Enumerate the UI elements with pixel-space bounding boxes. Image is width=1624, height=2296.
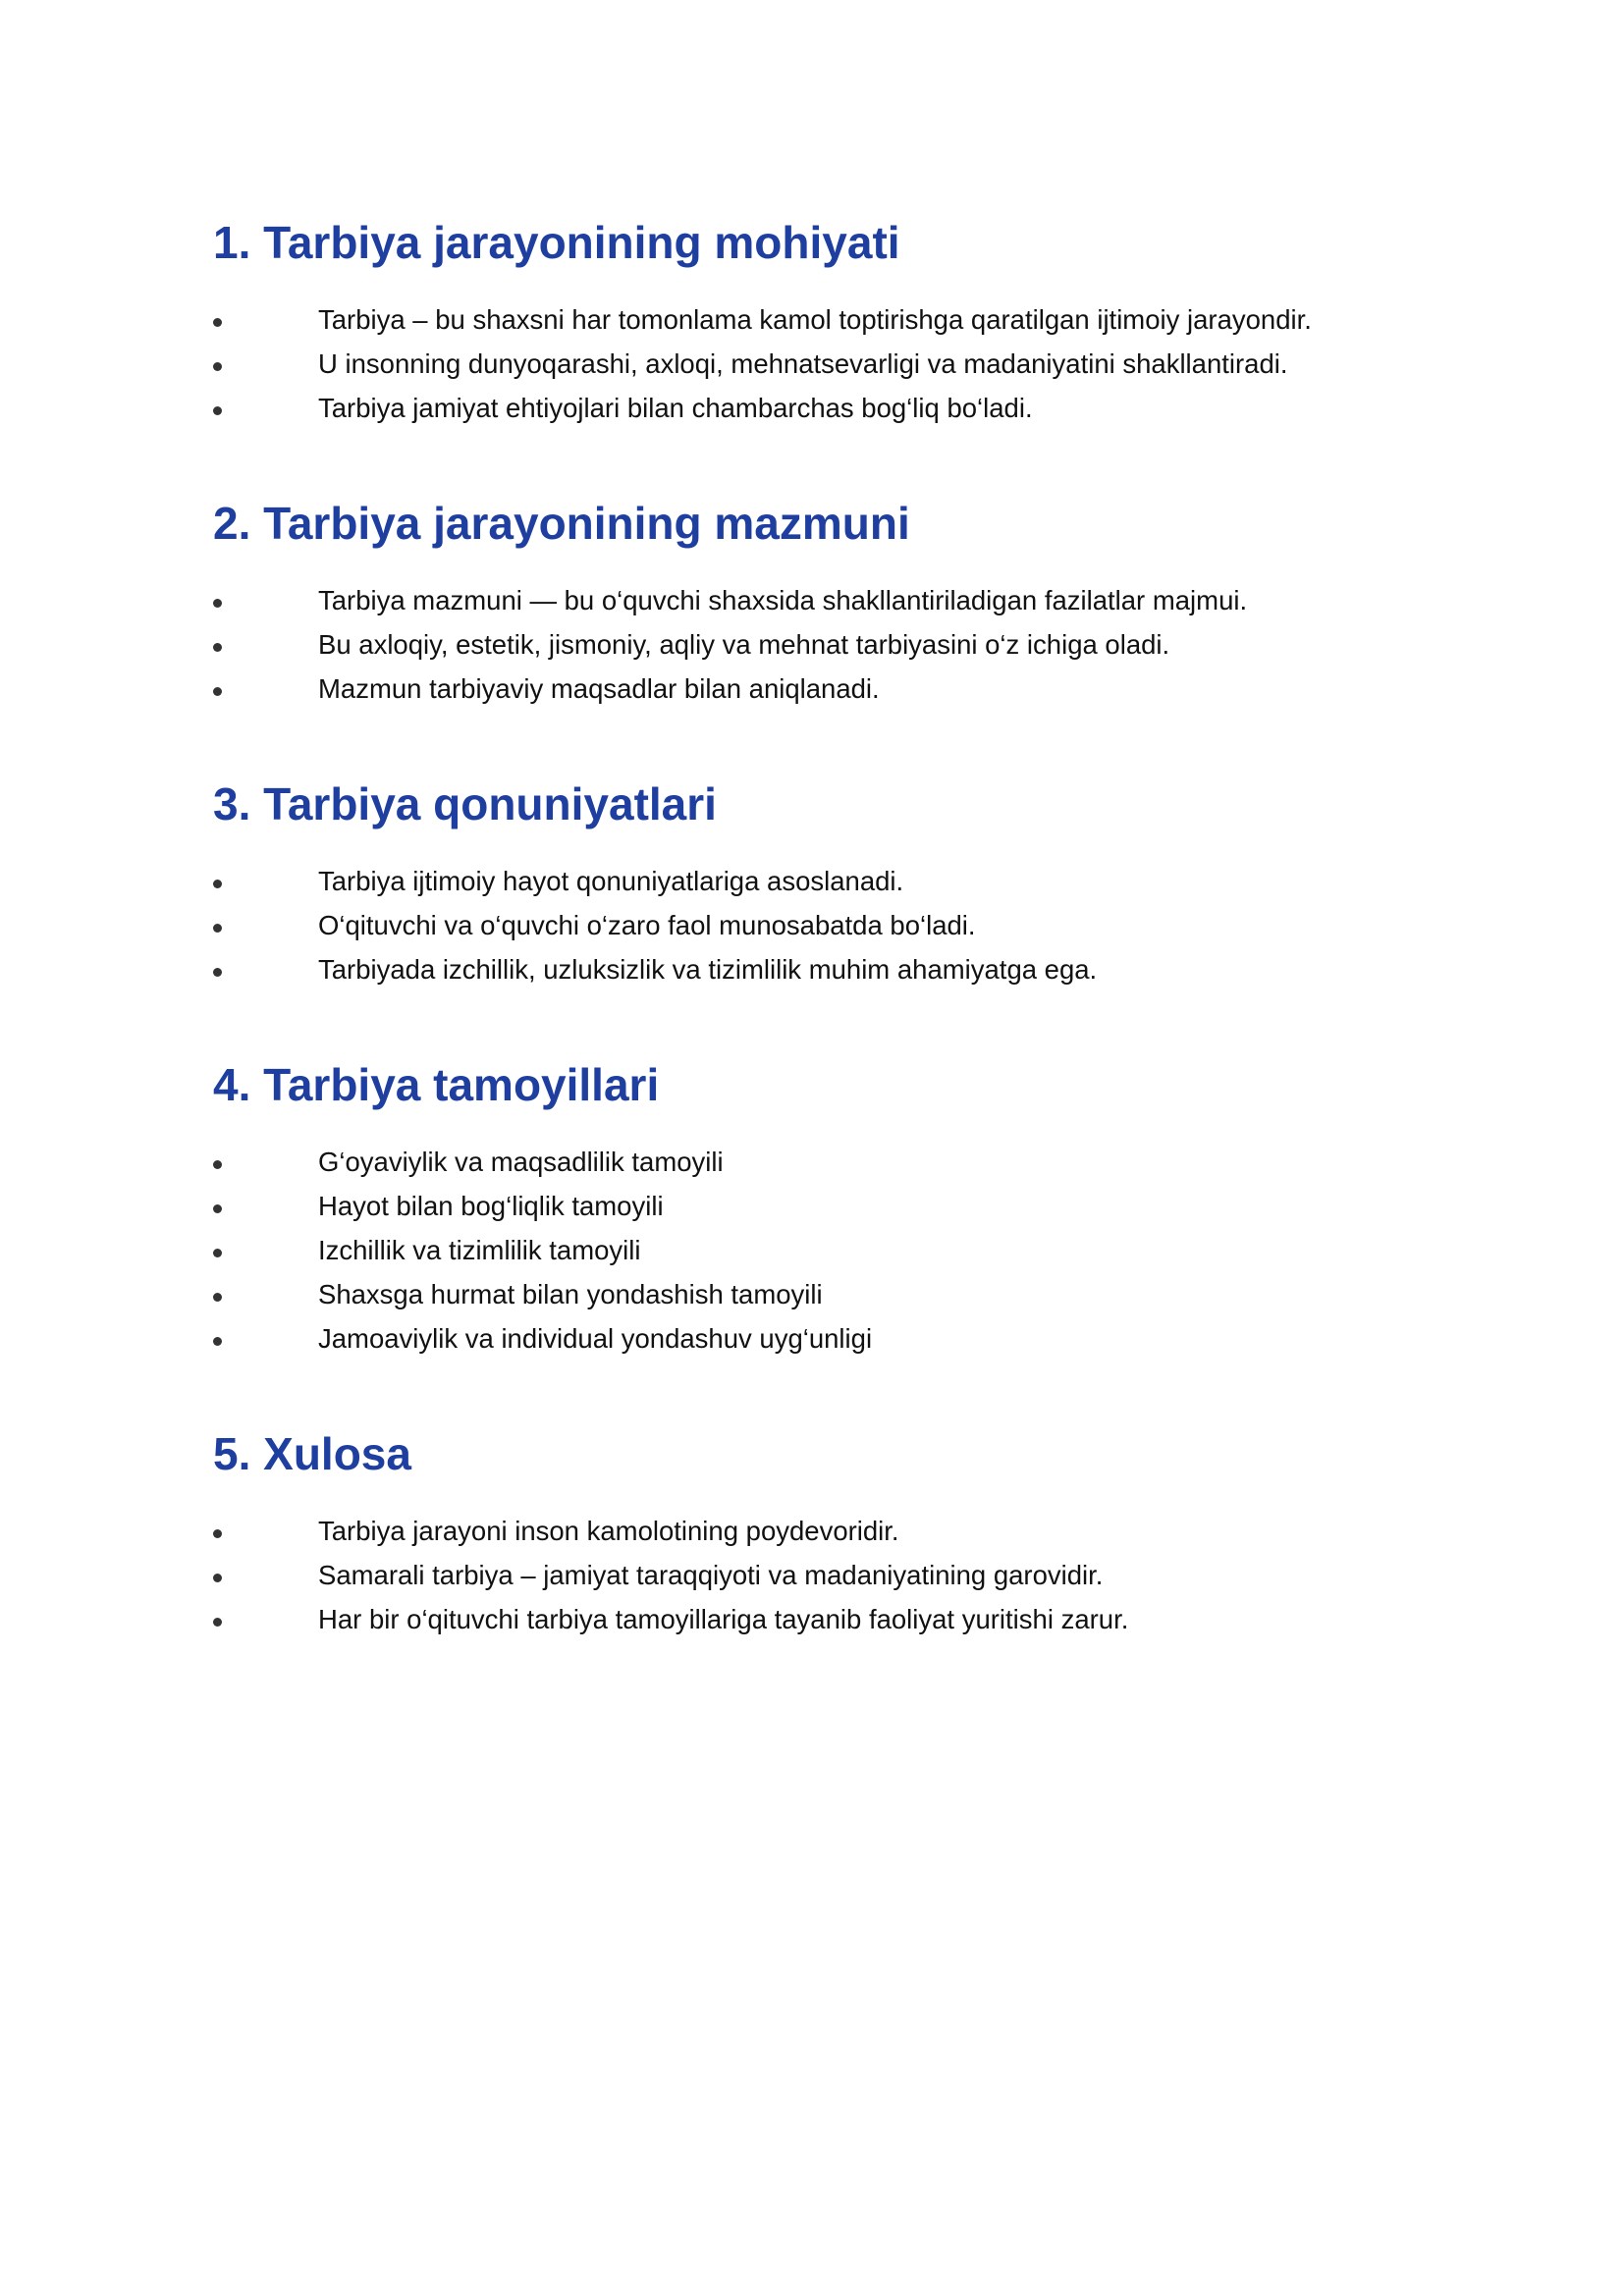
bullet-icon xyxy=(213,1618,222,1627)
section-heading: 1. Tarbiya jarayonining mohiyati xyxy=(213,217,900,268)
list-item xyxy=(213,1140,1440,1184)
list-item-text: Bu axloqiy, estetik, jismoniy, aqliy va mehnat tarbiyasini o‘z ichiga oladi. xyxy=(318,629,1170,660)
list-item xyxy=(213,1228,1440,1272)
list-item xyxy=(213,342,1440,386)
list-item xyxy=(213,667,1440,711)
section-xulosa xyxy=(213,1426,1440,1641)
list-item-text: Tarbiyada izchillik, uzluksizlik va tizimlilik muhim ahamiyatga ega. xyxy=(318,954,1098,985)
list-item-text: Tarbiya – bu shaxsni har tomonlama kamol toptirishga qaratilgan ijtimoiy jarayondir. xyxy=(318,304,1312,335)
list-item-text: Mazmun tarbiyaviy maqsadlar bilan aniqlanadi. xyxy=(318,673,880,704)
bullet-icon xyxy=(213,599,222,608)
bullet-icon xyxy=(213,1204,222,1213)
bullet-icon xyxy=(213,968,222,977)
list-item xyxy=(213,1184,1440,1228)
list-item-text: Tarbiya ijtimoiy hayot qonuniyatlariga asoslanadi. xyxy=(318,866,904,896)
list-item-text: Izchillik va tizimlilik tamoyili xyxy=(318,1235,641,1265)
bullet-icon xyxy=(213,880,222,888)
section-heading: 5. Xulosa xyxy=(213,1428,411,1479)
bullet-icon xyxy=(213,406,222,415)
bullet-icon xyxy=(213,1249,222,1257)
list-item xyxy=(213,859,1440,903)
list-item-text: Samarali tarbiya – jamiyat taraqqiyoti va madaniyatining garovidir. xyxy=(318,1560,1104,1590)
list-item-text: Shaxsga hurmat bilan yondashish tamoyili xyxy=(318,1279,823,1309)
list-item xyxy=(213,622,1440,667)
section-tamoyillari xyxy=(213,1057,1440,1361)
list-item-text: Har bir o‘qituvchi tarbiya tamoyillariga tayanib faoliyat yuritishi zarur. xyxy=(318,1604,1129,1634)
list-item-text: Tarbiya mazmuni — bu o‘quvchi shaxsida shakllantiriladigan fazilatlar majmui. xyxy=(318,585,1248,615)
list-item xyxy=(213,1316,1440,1361)
bullet-icon xyxy=(213,1160,222,1169)
bullet-list xyxy=(213,859,1440,991)
bullet-icon xyxy=(213,924,222,933)
bullet-icon xyxy=(213,1293,222,1302)
list-item xyxy=(213,1509,1440,1553)
section-heading: 4. Tarbiya tamoyillari xyxy=(213,1059,660,1110)
bullet-icon xyxy=(213,362,222,371)
list-item-text: Jamoaviylik va individual yondashuv uyg‘unligi xyxy=(318,1323,873,1354)
list-item xyxy=(213,1553,1440,1597)
section-heading: 2. Tarbiya jarayonining mazmuni xyxy=(213,498,910,549)
bullet-icon xyxy=(213,687,222,696)
list-item xyxy=(213,1597,1440,1641)
list-item xyxy=(213,903,1440,947)
list-item xyxy=(213,297,1440,342)
bullet-list xyxy=(213,1140,1440,1361)
bullet-icon xyxy=(213,318,222,327)
list-item-text: U insonning dunyoqarashi, axloqi, mehnatsevarligi va madaniyatini shakllantiradi. xyxy=(318,348,1288,379)
bullet-list xyxy=(213,297,1440,430)
list-item-text: G‘oyaviylik va maqsadlilik tamoyili xyxy=(318,1147,724,1177)
section-mazmuni xyxy=(213,496,1440,711)
list-item xyxy=(213,578,1440,622)
section-qonuniyatlari xyxy=(213,776,1440,991)
bullet-list xyxy=(213,1509,1440,1641)
list-item-text: Hayot bilan bog‘liqlik tamoyili xyxy=(318,1191,664,1221)
list-item xyxy=(213,1272,1440,1316)
bullet-icon xyxy=(213,1574,222,1582)
list-item xyxy=(213,386,1440,430)
list-item-text: Tarbiya jarayoni inson kamolotining poydevoridir. xyxy=(318,1516,899,1546)
bullet-icon xyxy=(213,643,222,652)
section-mohiyati xyxy=(213,215,1440,430)
section-heading: 3. Tarbiya qonuniyatlari xyxy=(213,778,717,829)
list-item-text: O‘qituvchi va o‘quvchi o‘zaro faol munosabatda bo‘ladi. xyxy=(318,910,976,940)
bullet-icon xyxy=(213,1337,222,1346)
bullet-list xyxy=(213,578,1440,711)
list-item-text: Tarbiya jamiyat ehtiyojlari bilan chambarchas bog‘liq bo‘ladi. xyxy=(318,393,1033,423)
list-item xyxy=(213,947,1440,991)
bullet-icon xyxy=(213,1529,222,1538)
